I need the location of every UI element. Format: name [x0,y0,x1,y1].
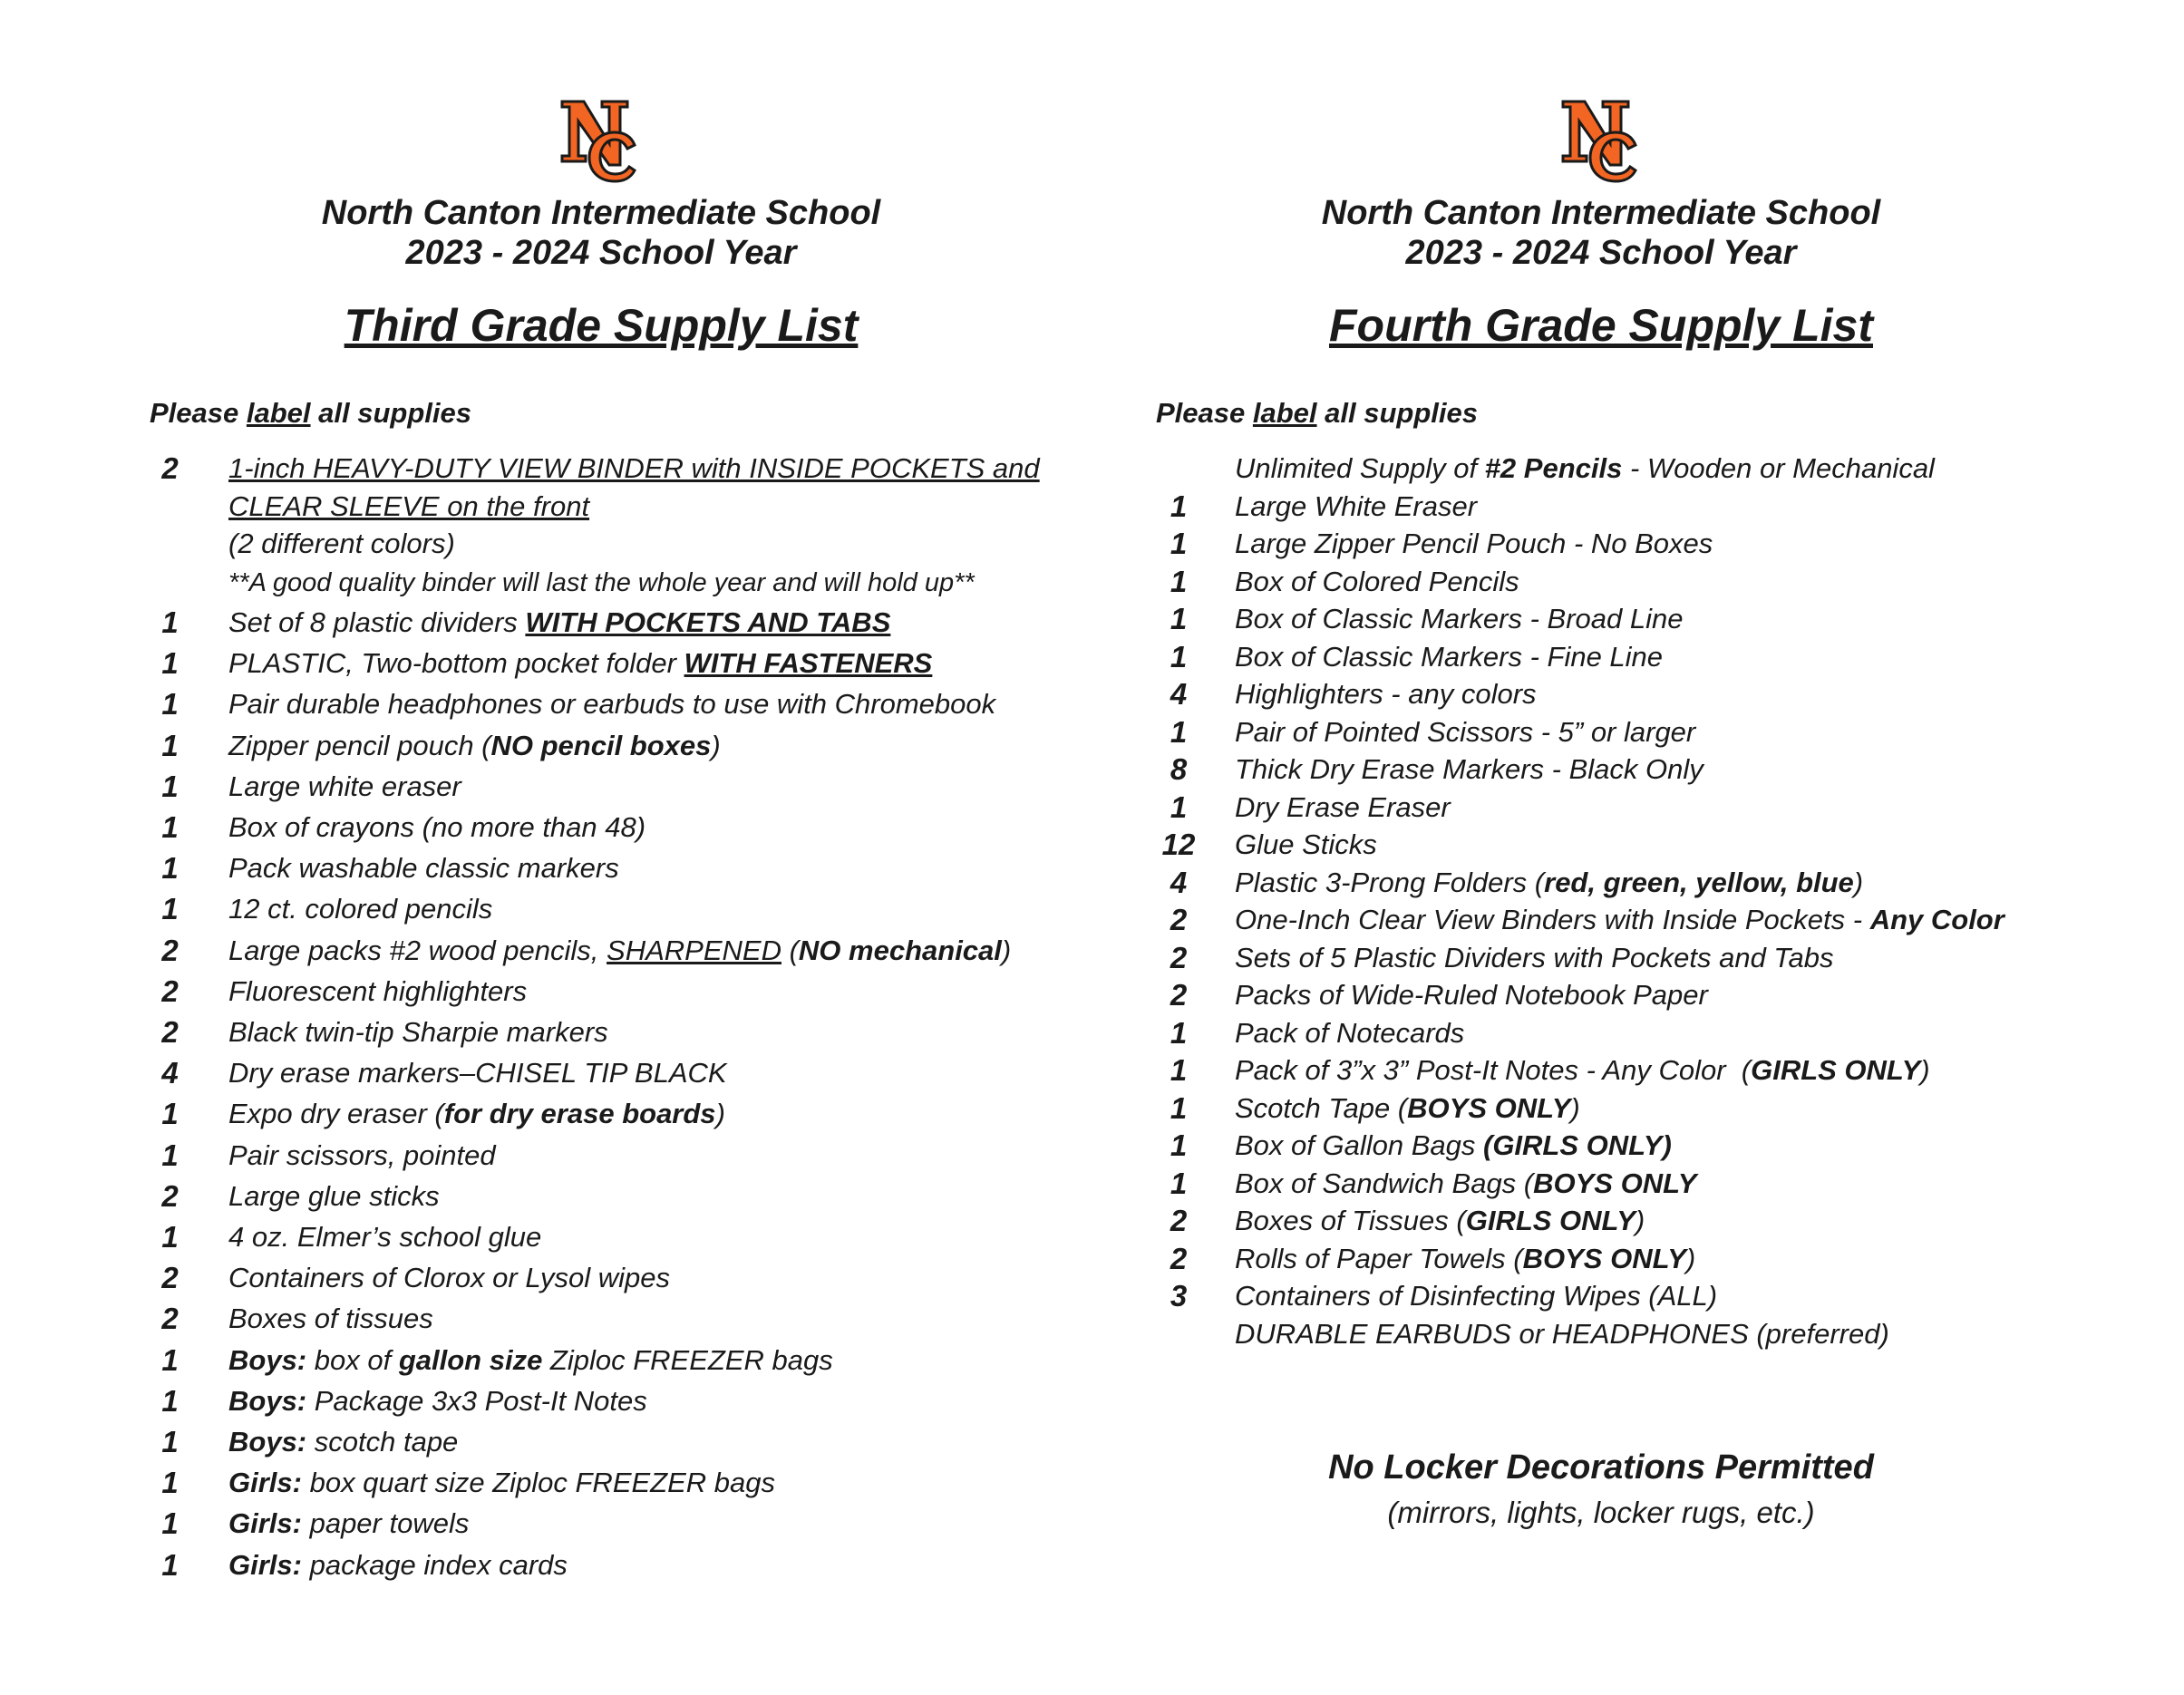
item-qty: 2 [161,1261,179,1295]
list-item [1156,488,2153,526]
item-desc: Thick Dry Erase Markers - Black Only [1235,753,1704,785]
item-qty: 4 [161,1056,179,1090]
item-qty: 1 [161,1466,179,1500]
list-item [1156,525,2153,563]
list-item [1156,976,2153,1014]
item-qty: 2 [1170,1241,1188,1275]
list-item [150,602,1056,643]
list-item [1156,450,2153,488]
list-item [1156,939,2153,977]
item-qty: 1 [161,646,179,681]
list-item [150,1012,1056,1052]
item-qty: 2 [161,1302,179,1336]
item-qty: 1 [161,769,179,803]
list-item [1156,1051,2153,1090]
item-qty: 1 [161,1506,179,1541]
list-item [1156,675,2153,713]
list-item [1156,1277,2153,1315]
item-qty: 1 [1170,602,1188,635]
item-desc: Pair durable headphones or earbuds to use with Chromebook [228,688,996,721]
item-qty: 1 [161,1138,179,1172]
item-desc: Boxes of Tissues (GIRLS ONLY) [1235,1205,1645,1236]
item-qty: 1 [1170,527,1188,560]
item-qty: 1 [161,1547,179,1582]
item-qty: 1 [1170,1166,1188,1200]
list-item [150,1298,1056,1339]
list-item [1156,713,2153,751]
list-item [150,1545,1056,1585]
item-desc: Pair of Pointed Scissors - 5” or larger [1235,715,1696,748]
item-qty: 1 [161,1097,179,1131]
list-item [1156,600,2153,638]
item-desc: DURABLE EARBUDS or HEADPHONES (preferred) [1235,1317,1889,1350]
item-desc: 12 ct. colored pencils [228,893,493,925]
list-item [150,450,1056,602]
item-qty: 1 [161,687,179,722]
item-desc: Black twin-tip Sharpie markers [228,1016,608,1049]
list-item [1156,826,2153,864]
item-desc: Pair scissors, pointed [228,1138,496,1171]
item-desc: Expo dry eraser (for dry erase boards) [228,1098,725,1130]
item-qty [1156,1315,1201,1353]
item-desc: 4 oz. Elmer’s school glue [228,1221,542,1254]
item-desc: Fluorescent highlighters [228,974,528,1007]
list-item [1156,864,2153,902]
item-desc: Rolls of Paper Towels (BOYS ONLY) [1235,1242,1696,1274]
item-qty: 2 [161,973,179,1008]
list-item [150,766,1056,807]
school-name: North Canton Intermediate School [1321,194,1881,232]
item-qty: 2 [1170,940,1188,974]
item-qty: 8 [1170,752,1188,786]
supply-items [150,450,1056,1585]
item-desc: Containers of Disinfecting Wipes (ALL) [1235,1280,1718,1312]
list-item [1156,901,2153,939]
list-item [150,1421,1056,1462]
item-qty: 2 [1170,903,1188,936]
item-desc: PLASTIC, Two-bottom pocket folder WITH FASTENERS [228,647,933,680]
item-qty: 1 [1170,1128,1188,1162]
item-desc: Packs of Wide-Ruled Notebook Paper [1235,979,1708,1011]
item-desc: One-Inch Clear View Binders with Inside Pockets - Any Color [1235,904,2004,935]
list-item [150,848,1056,888]
school-year: 2023 - 2024 School Year [405,234,797,272]
list-item [150,971,1056,1012]
list-item [1156,638,2153,676]
item-qty: 1 [1170,789,1188,824]
item-qty: 4 [1170,865,1188,899]
item-qty: 3 [1170,1279,1188,1312]
list-item [150,1340,1056,1380]
item-desc: Boys: Package 3x3 Post-It Notes [228,1384,647,1417]
item-desc: Box of Classic Markers - Broad Line [1235,603,1684,634]
list-item [1156,1315,2153,1353]
item-qty: 1 [161,605,179,639]
item-qty: 2 [161,1015,179,1050]
item-qty: 2 [161,451,179,485]
item-qty: 4 [1170,677,1188,711]
list-item [1156,1240,2153,1278]
list-item [150,1135,1056,1176]
item-qty: 1 [161,1383,179,1418]
item-desc: Unlimited Supply of #2 Pencils - Wooden or Mechanical [1235,452,1935,484]
list-item [1156,1165,2153,1203]
item-desc: Glue Sticks [1235,828,1377,860]
list-item [150,1257,1056,1298]
item-desc: Girls: box quart size Ziploc FREEZER bags [228,1467,776,1499]
item-desc: Box of crayons (no more than 48) [228,811,646,844]
list-item [150,1176,1056,1216]
supply-items [1156,450,2153,1352]
item-qty: 1 [1170,714,1188,749]
item-desc: Box of Sandwich Bags (BOYS ONLY [1235,1167,1697,1199]
item-desc: Large Zipper Pencil Pouch - No Boxes [1235,528,1713,559]
item-qty: 1 [161,1342,179,1377]
list-item [150,1380,1056,1421]
item-qty [1156,450,1201,488]
item-qty: 1 [161,1220,179,1254]
item-qty: 1 [1170,489,1188,523]
school-heading [284,193,918,273]
footer-title: No Locker Decorations Permitted [1328,1448,1874,1487]
item-qty: 1 [161,851,179,886]
item-qty: 1 [161,810,179,845]
item-desc: Boys: box of gallon size Ziploc FREEZER bags [228,1343,833,1376]
list-item [150,683,1056,724]
item-desc: Containers of Clorox or Lysol wipes [228,1262,671,1294]
nc-logo [555,94,645,185]
list-item [150,888,1056,929]
list-item [150,930,1056,971]
item-desc: Pack of 3”x 3” Post-It Notes - Any Color (GIRLS ONLY) [1235,1054,1930,1086]
nc-logo [1556,94,1646,185]
list-item [1156,1090,2153,1128]
item-qty: 1 [1170,1090,1188,1125]
item-desc: Pack of Notecards [1235,1016,1465,1049]
item-desc: Large white eraser [228,770,461,802]
item-qty: 1 [161,892,179,926]
list-item [150,807,1056,848]
list-item [1156,563,2153,601]
item-qty: 1 [1170,639,1188,673]
list-item [150,1462,1056,1503]
item-qty: 2 [1170,978,1188,1012]
item-qty: 1 [1170,564,1188,598]
school-heading [1284,193,1918,273]
item-desc: 1-inch HEAVY-DUTY VIEW BINDER with INSIDE POCKETS and CLEAR SLEEVE on the front (2 different colors) **A good quality binder will last the whole year and will hold up** [228,452,1040,597]
item-qty: 1 [1170,1015,1188,1050]
item-desc: Girls: package index cards [228,1548,568,1581]
item-desc: Girls: paper towels [228,1507,470,1540]
item-desc: Box of Classic Markers - Fine Line [1235,640,1664,673]
item-qty: 1 [161,728,179,762]
label-note: Please label all supplies [1156,397,1478,429]
item-desc: Large glue sticks [228,1179,440,1212]
list-title: Fourth Grade Supply List [1328,300,1874,351]
item-desc: Pack washable classic markers [228,852,619,885]
item-desc: Plastic 3-Prong Folders (red, green, yellow, blue) [1235,866,1864,898]
item-desc: Large packs #2 wood pencils, SHARPENED (NO mechanical) [228,934,1012,966]
item-desc: Set of 8 plastic dividers WITH POCKETS AND TABS [228,606,891,638]
item-desc: Highlighters - any colors [1235,678,1537,710]
list-item [1156,1127,2153,1165]
school-year: 2023 - 2024 School Year [1405,234,1797,272]
item-desc: Box of Colored Pencils [1235,565,1519,597]
list-item [1156,1202,2153,1240]
list-item [1156,751,2153,789]
footer-subtitle: (mirrors, lights, locker rugs, etc.) [1387,1496,1815,1529]
list-item [150,1216,1056,1257]
item-desc: Large White Eraser [1235,489,1478,522]
item-desc: Boys: scotch tape [228,1426,459,1458]
item-desc: Dry erase markers–CHISEL TIP BLACK [228,1057,727,1090]
item-qty: 1 [1170,1053,1188,1087]
list-item [1156,789,2153,827]
list-item [150,1503,1056,1544]
label-note: Please label all supplies [150,397,471,429]
item-qty: 12 [1161,828,1196,861]
list-item [150,1093,1056,1134]
item-desc: Box of Gallon Bags (GIRLS ONLY) [1235,1129,1672,1161]
item-desc: Boxes of tissues [228,1303,433,1335]
item-desc: Scotch Tape (BOYS ONLY) [1235,1091,1580,1124]
list-item [150,643,1056,683]
list-item [150,725,1056,766]
item-qty: 1 [161,1425,179,1459]
school-name: North Canton Intermediate School [321,194,881,232]
item-desc: Zipper pencil pouch (NO pencil boxes) [228,729,721,761]
item-qty: 2 [1170,1204,1188,1237]
list-item [150,1052,1056,1093]
item-desc: Dry Erase Eraser [1235,790,1451,823]
item-qty: 2 [161,933,179,967]
list-title: Third Grade Supply List [344,300,859,351]
item-desc: Sets of 5 Plastic Dividers with Pockets and Tabs [1235,941,1834,973]
list-item [1156,1014,2153,1052]
item-qty: 2 [161,1178,179,1213]
